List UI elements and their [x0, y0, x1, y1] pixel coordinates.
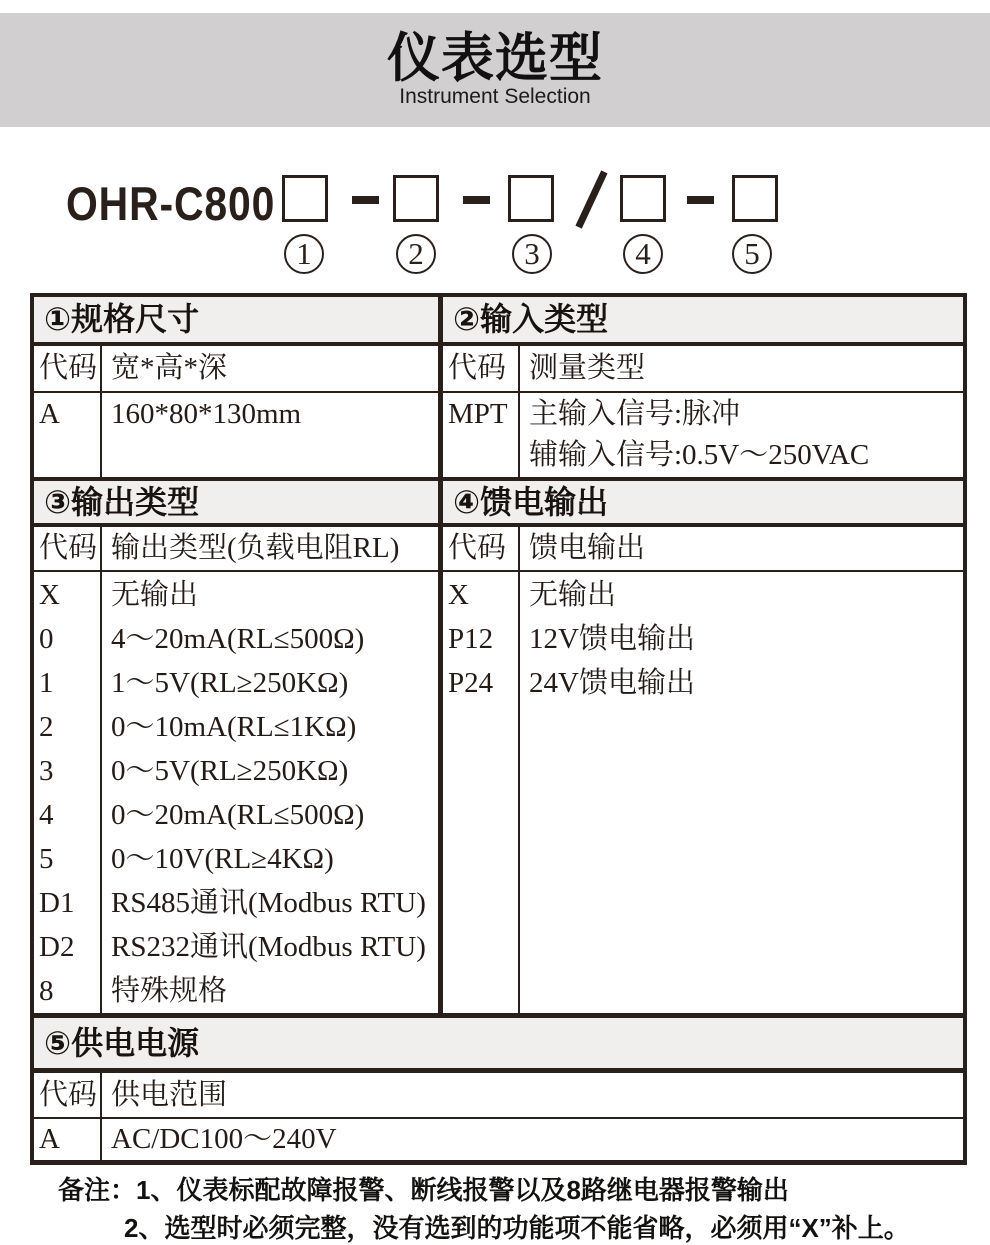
body-row-1-2 — [34, 393, 963, 481]
table-cell: 0～10V(RL≥4KΩ) — [111, 843, 334, 875]
model-option-box-3 — [508, 175, 554, 222]
table-cell: 4 — [39, 799, 54, 831]
model-option-box-1 — [282, 175, 328, 222]
table-cell: 160*80*130mm — [111, 398, 302, 430]
section-3-header — [34, 481, 443, 523]
section-4-col-desc: 馈电输出 — [529, 532, 646, 564]
section-5-title: ⑤供电电源 — [44, 1025, 200, 1061]
table-cell: X — [39, 579, 60, 611]
section-5-col-code: 代码 — [34, 1073, 102, 1117]
section-3-col-code: 代码 — [34, 527, 102, 570]
column-header-row-5 — [34, 1073, 963, 1119]
table-cell: D1 — [39, 887, 75, 919]
selection-table — [30, 293, 967, 1165]
separator-dash-2 — [463, 196, 490, 204]
position-number-3: 3 — [524, 236, 540, 271]
section-1-descs — [102, 393, 438, 477]
table-cell: 12V馈电输出 — [529, 623, 695, 655]
page-header-banner — [0, 13, 990, 127]
table-cell: 4～20mA(RL≤500Ω) — [111, 623, 365, 655]
section-band-row-1-2 — [34, 297, 963, 346]
table-cell: 0～10mA(RL≤1KΩ) — [111, 711, 357, 743]
position-number-5: 5 — [744, 236, 760, 271]
section-2-descs — [520, 393, 963, 477]
section-4-header — [443, 481, 963, 523]
section-2-col-code: 代码 — [443, 346, 520, 391]
separator-slash — [575, 170, 607, 228]
section-3-title: ③输出类型 — [44, 484, 200, 520]
position-marker-1 — [284, 234, 324, 274]
position-marker-4 — [623, 234, 663, 274]
section-2-codes — [443, 393, 520, 477]
table-cell: 3 — [39, 755, 54, 787]
section-1-title: ①规格尺寸 — [44, 301, 200, 337]
table-cell: 特殊规格 — [111, 975, 228, 1007]
section-3-codes — [34, 572, 102, 1013]
table-cell: D2 — [39, 931, 75, 963]
table-cell: X — [448, 579, 469, 611]
table-cell: 无输出 — [111, 579, 199, 611]
section-1-col-code: 代码 — [34, 346, 102, 391]
table-cell: 无输出 — [529, 579, 617, 611]
table-cell: 2 — [39, 711, 54, 743]
section-2-title: ②输入类型 — [453, 301, 609, 337]
table-cell: P12 — [448, 623, 494, 655]
position-number-1: 1 — [296, 236, 312, 271]
table-cell: A — [39, 398, 60, 430]
section-3-descs — [102, 572, 438, 1013]
table-cell: 5 — [39, 843, 54, 875]
table-cell: RS232通讯(Modbus RTU) — [111, 931, 426, 963]
section-2-header — [443, 297, 963, 342]
table-cell: 0～20mA(RL≤500Ω) — [111, 799, 365, 831]
table-cell: 主输入信号:脉冲 — [529, 398, 741, 430]
body-row-5 — [34, 1119, 963, 1160]
position-number-2: 2 — [408, 236, 424, 271]
table-cell: 0 — [39, 623, 54, 655]
page-title: 仪表选型 — [387, 29, 603, 88]
footnote-line-1: 备注：1、仪表标配故障报警、断线报警以及8路继电器报警输出 — [58, 1175, 789, 1205]
section-3-col-desc: 输出类型(负载电阻RL) — [111, 532, 400, 564]
table-cell: 0～5V(RL≥250KΩ) — [111, 755, 349, 787]
section-4-title: ④馈电输出 — [453, 484, 609, 520]
section-4-descs — [520, 572, 963, 1013]
table-cell: 1 — [39, 667, 54, 699]
column-header-row-3-4 — [34, 527, 963, 572]
page-subtitle: Instrument Selection — [399, 85, 591, 108]
model-option-box-2 — [393, 175, 439, 222]
body-row-3-4 — [34, 572, 963, 1018]
section-1-codes — [34, 393, 102, 477]
table-cell: 辅输入信号:0.5V～250VAC — [529, 439, 870, 471]
footnote-line-2: 2、选型时必须完整，没有选到的功能项不能省略，必须用“X”补上。 — [124, 1213, 910, 1243]
section-band-row-3-4 — [34, 481, 963, 527]
section-4-col-code: 代码 — [443, 527, 520, 570]
model-option-box-5 — [732, 175, 778, 222]
position-marker-5 — [732, 234, 772, 274]
table-cell: AC/DC100～240V — [111, 1123, 337, 1155]
table-cell: 8 — [39, 975, 54, 1007]
column-header-row-1-2 — [34, 346, 963, 393]
section-5-header — [34, 1018, 963, 1073]
separator-dash-3 — [687, 196, 714, 204]
position-marker-2 — [396, 234, 436, 274]
table-cell: 1～5V(RL≥250KΩ) — [111, 667, 349, 699]
table-cell: RS485通讯(Modbus RTU) — [111, 887, 426, 919]
table-cell: 24V馈电输出 — [529, 667, 695, 699]
section-1-header — [34, 297, 443, 342]
position-number-4: 4 — [635, 236, 651, 271]
model-option-box-4 — [620, 175, 666, 222]
table-cell: MPT — [448, 398, 508, 430]
table-cell: P24 — [448, 667, 494, 699]
table-cell: A — [34, 1119, 102, 1160]
position-marker-3 — [512, 234, 552, 274]
separator-dash-1 — [352, 196, 379, 204]
model-code-prefix: OHR-C800 — [66, 177, 276, 230]
section-5-col-desc: 供电范围 — [111, 1079, 228, 1111]
section-2-col-desc: 测量类型 — [529, 352, 646, 384]
section-4-codes — [443, 572, 520, 1013]
section-1-col-desc: 宽*高*深 — [111, 352, 228, 384]
